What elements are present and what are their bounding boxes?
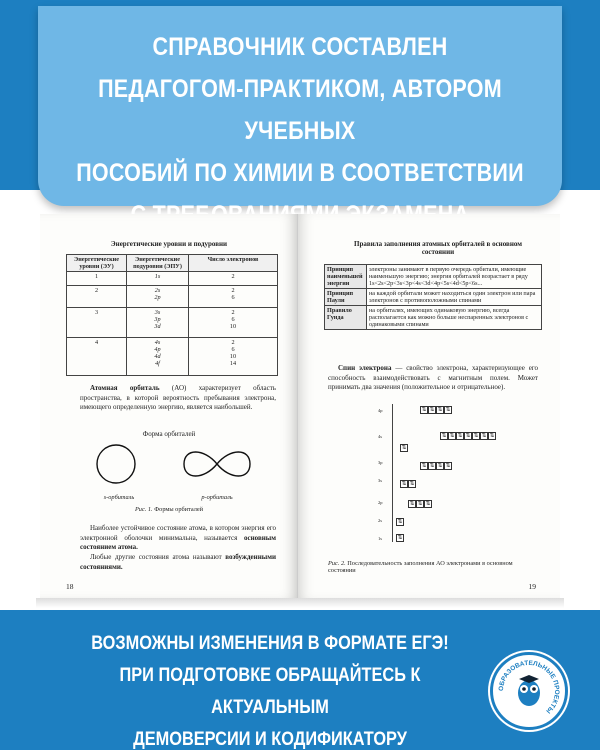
orbital-row-3s: ⇅ ⇅ bbox=[401, 481, 415, 487]
spin-text: — свойство электрона, характеризующее его способность взаимодействовать с магнитным полем. Может принимать два значения (положительное и отрицательное). bbox=[328, 364, 538, 391]
rules-table bbox=[324, 264, 542, 330]
rule-text: на орбиталях, имеющих одинаковую энергию, всегда располагается как можно больше неспаренных электронов с одинаковыми спинами bbox=[367, 306, 542, 330]
ground-state-paragraph bbox=[80, 524, 276, 553]
cell-sublevel: 4s 4p 4d 4f bbox=[127, 338, 189, 376]
page-number: 19 bbox=[528, 582, 536, 591]
orbital-row-4p: ⇅ ⇅ ⇅ ⇅ bbox=[421, 407, 451, 413]
cell-sublevel: 2s 2p bbox=[127, 286, 189, 308]
col-header: Энергетические подуровни (ЭПУ) bbox=[127, 255, 189, 272]
col-header: Энергетические уровни (ЭУ) bbox=[67, 255, 127, 272]
orbital-text: (АО) характеризует область пространства, в которой вероятность пребывания электрона, имеющего определенную энергию, является наибольшей. bbox=[80, 384, 276, 411]
publisher-logo bbox=[490, 652, 568, 730]
logo-text: ОБРАЗОВАТЕЛЬНЫЕ ПРОЕКТЫ bbox=[497, 659, 561, 715]
headline-line: ПЕДАГОГОМ-ПРАКТИКОМ, АВТОРОМ УЧЕБНЫХ bbox=[98, 75, 502, 145]
term-ground: основным состоянием атома. bbox=[80, 533, 276, 551]
axis-label: 4s bbox=[378, 434, 383, 439]
cell-sublevel: 3s 3p 3d bbox=[127, 308, 189, 338]
cell-electrons: 2 bbox=[189, 272, 278, 286]
term-spin: Спин электрона bbox=[338, 364, 392, 372]
open-book bbox=[40, 214, 560, 612]
left-page bbox=[40, 214, 298, 598]
figure1-caption bbox=[40, 506, 298, 513]
axis-label: 4p bbox=[378, 408, 383, 413]
orbital-row-3p: ⇅ ⇅ ⇅ ⇅ bbox=[421, 463, 451, 469]
orbital-row-4s: ⇅ bbox=[401, 445, 407, 451]
headline-line: СПРАВОЧНИК СОСТАВЛЕН bbox=[152, 33, 448, 61]
forms-label: Форма орбиталей bbox=[142, 430, 196, 438]
s-orbital-shape bbox=[97, 445, 135, 483]
orbital-shapes bbox=[92, 442, 252, 488]
excited-paragraph bbox=[80, 553, 276, 572]
footer-line: ДЕМОВЕРСИИ И КОДИФИКАТОРУ bbox=[133, 729, 407, 750]
orbital-row-2p: ⇅ ⇅ ⇅ bbox=[409, 501, 431, 507]
ground-text: Наиболее устойчивое состояние атома, в котором энергия его электронной оболочки минимальна, называется bbox=[80, 524, 276, 542]
col-header: Число электронов bbox=[189, 255, 278, 272]
figure2-caption bbox=[328, 560, 538, 574]
rule-name: Принцип наименьшей энергии bbox=[325, 265, 367, 289]
fig-text: Формы орбиталей bbox=[154, 506, 204, 513]
orbital-row-1s: ⇅ bbox=[397, 535, 403, 541]
term-excited: возбужденными состояниями. bbox=[80, 553, 276, 571]
cell-electrons: 2 6 10 bbox=[189, 308, 278, 338]
rule-name: Принцип Паули bbox=[325, 289, 367, 306]
excited-text: Любые другие состояния атома называют bbox=[90, 553, 226, 561]
cell-level: 3 bbox=[67, 308, 127, 338]
spin-paragraph bbox=[328, 364, 538, 393]
energy-axis bbox=[392, 404, 393, 542]
rules-title: Правила заполнения атомных орбиталей в основном состоянии bbox=[354, 240, 522, 256]
table-row bbox=[67, 338, 278, 376]
headline bbox=[75, 26, 526, 236]
term-orbital: Атомная орбиталь bbox=[90, 384, 160, 392]
orbital-row-2s: ⇅ bbox=[397, 519, 403, 525]
axis-label: 2p bbox=[378, 500, 383, 505]
p-orbital-shape bbox=[184, 452, 250, 476]
cell-electrons: 2 6 bbox=[189, 286, 278, 308]
energy-levels-table bbox=[66, 254, 278, 376]
s-label: s-орбиталь bbox=[103, 494, 135, 501]
book-shadow bbox=[36, 598, 564, 608]
right-page bbox=[298, 214, 560, 598]
table-row bbox=[325, 306, 542, 330]
table-row bbox=[325, 265, 542, 289]
p-label: p-орбиталь bbox=[201, 494, 233, 501]
table-header bbox=[67, 255, 278, 272]
table-row bbox=[325, 289, 542, 306]
table-title: Энергетические уровни и подуровни bbox=[110, 240, 228, 248]
fig-text: Последовательность заполнения АО электронами в основном состоянии bbox=[328, 560, 513, 574]
footer-line: ВОЗМОЖНЫ ИЗМЕНЕНИЯ В ФОРМАТЕ ЕГЭ! bbox=[91, 633, 449, 654]
rule-name: Правило Гунда bbox=[325, 306, 367, 330]
headline-line: ПОСОБИЙ ПО ХИМИИ В СООТВЕТСТВИИ bbox=[76, 159, 524, 187]
owl-icon bbox=[493, 655, 565, 727]
footer-note bbox=[89, 628, 450, 750]
axis-label: 3s bbox=[378, 478, 383, 483]
fig-number: Рис. 1. bbox=[134, 506, 153, 513]
fig-number: Рис. 2. bbox=[328, 560, 346, 567]
cell-level: 2 bbox=[67, 286, 127, 308]
footer-line: ПРИ ПОДГОТОВКЕ ОБРАЩАЙТЕСЬ К АКТУАЛЬНЫМ bbox=[119, 665, 421, 718]
cell-level: 4 bbox=[67, 338, 127, 376]
cell-level: 1 bbox=[67, 272, 127, 286]
filling-diagram bbox=[378, 404, 528, 544]
page-number: 18 bbox=[66, 582, 74, 591]
rule-text: электроны занимают в первую очередь орбитали, имеющие наименьшую энергию; энергия орбиталей возрастает в ряду 1s<2s<2p<3s<3p<4s<3d<4p<5s<4d<5p<6s... bbox=[367, 265, 542, 289]
rule-text: на каждой орбитали может находиться один электрон или пара электронов с противоположными спинами bbox=[367, 289, 542, 306]
axis-label: 2s bbox=[378, 518, 383, 523]
table-row bbox=[67, 272, 278, 286]
table-row bbox=[67, 308, 278, 338]
cell-electrons: 2 6 10 14 bbox=[189, 338, 278, 376]
table-row bbox=[67, 286, 278, 308]
orbital-paragraph bbox=[80, 384, 276, 413]
cell-sublevel: 1s bbox=[127, 272, 189, 286]
orbital-row-3d: ⇅ ⇅ ⇅ ⇅ ⇅ ⇅ ⇅ bbox=[441, 433, 495, 439]
axis-label: 3p bbox=[378, 460, 383, 465]
axis-label: 1s bbox=[378, 536, 383, 541]
